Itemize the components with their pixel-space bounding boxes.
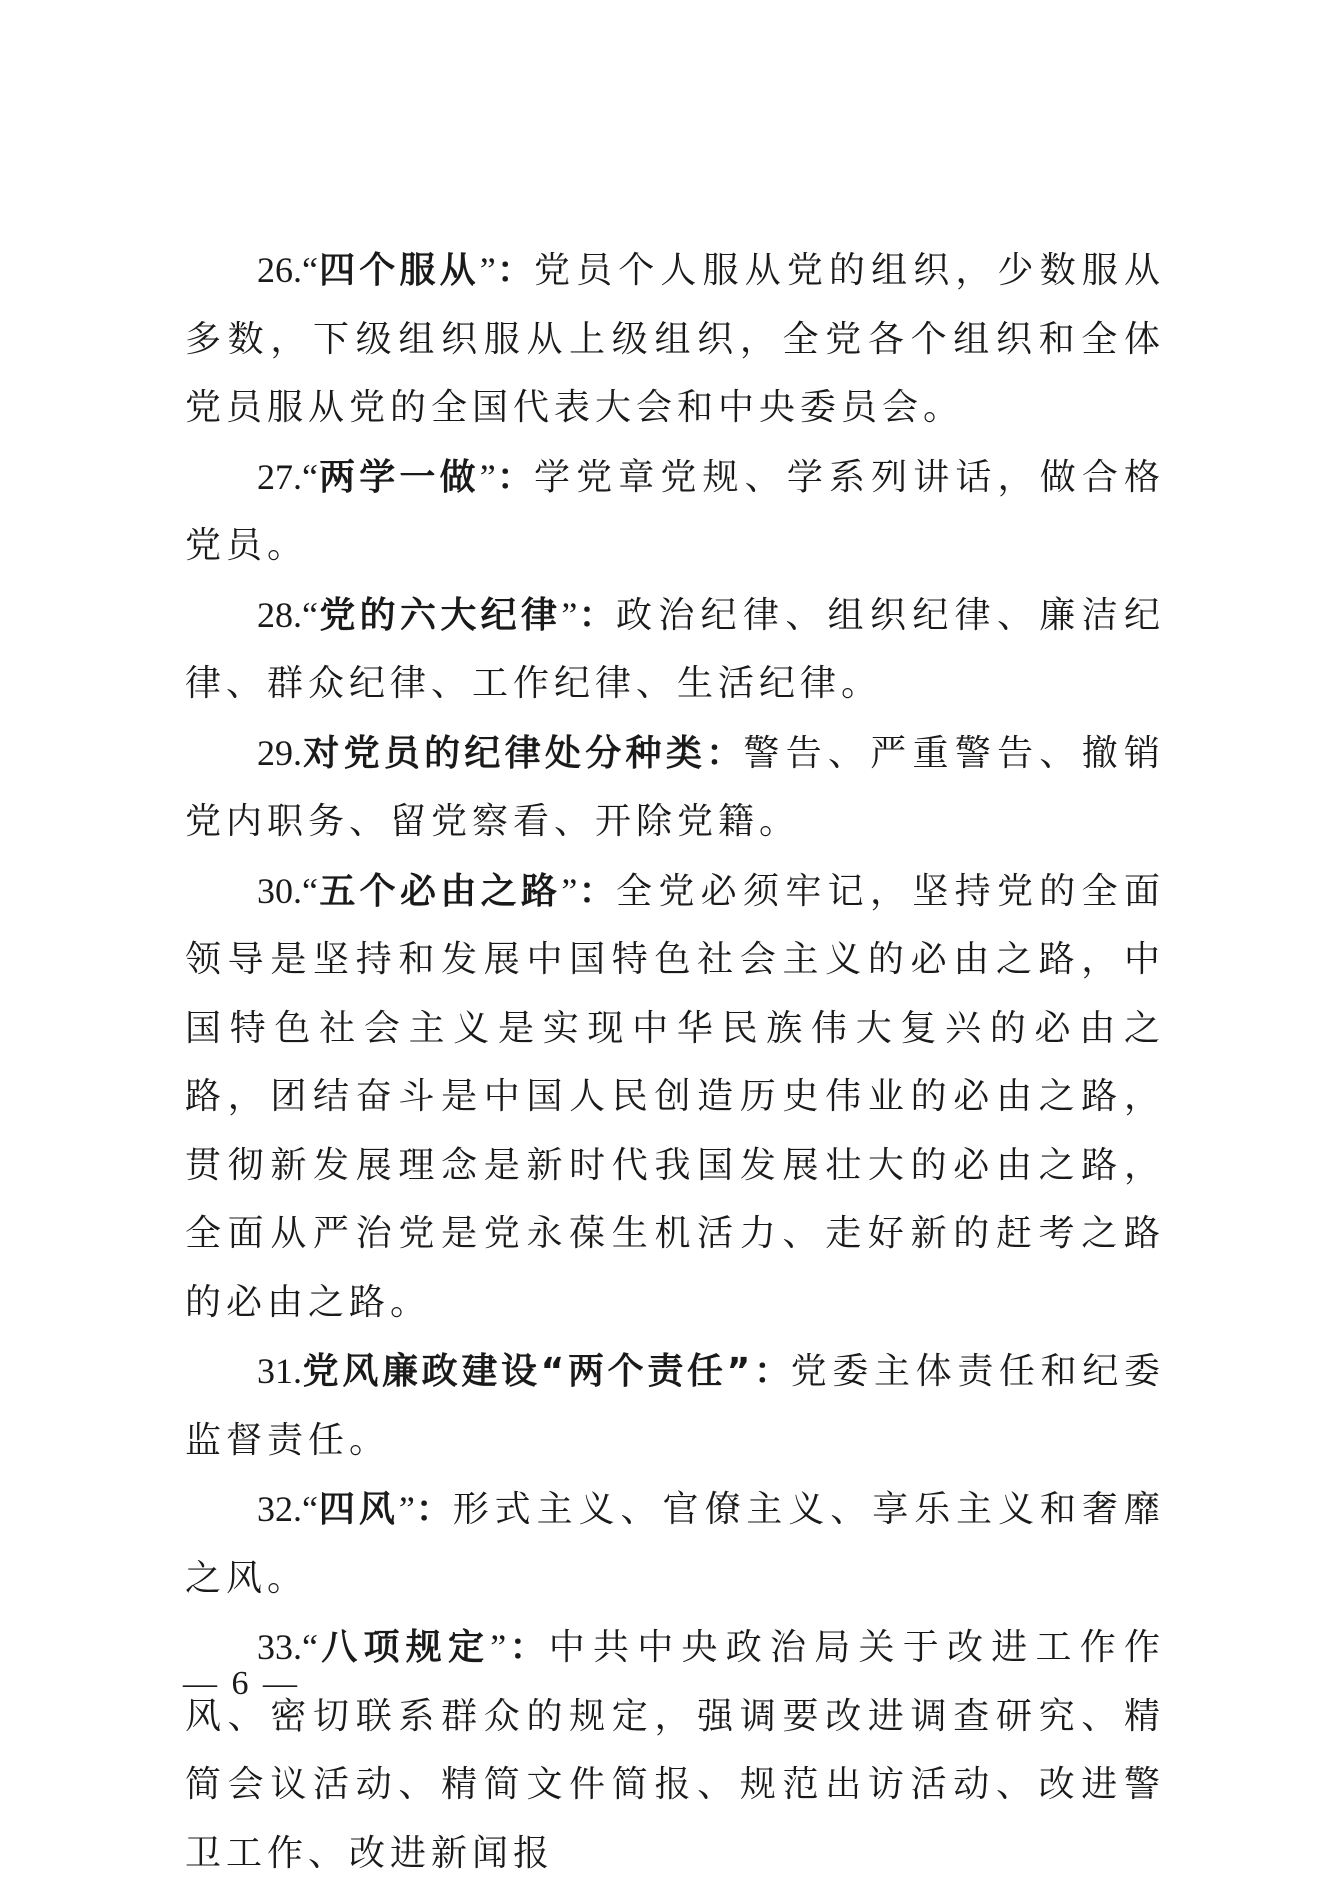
item-body: 党委主体责任和纪委监督责任。 <box>185 1351 1165 1461</box>
item-term: 党风廉政建设“两个责任” <box>302 1351 754 1392</box>
open-quote: “ <box>302 250 318 290</box>
item-number: 30. <box>257 870 302 911</box>
close-quote: ” <box>398 1489 415 1529</box>
item-colon: ： <box>506 1627 549 1668</box>
item-body: 学党章党规、学系列讲话，做合格党员。 <box>185 456 1165 566</box>
open-quote: “ <box>302 1627 318 1667</box>
item-29 <box>185 719 1165 857</box>
open-quote: “ <box>302 870 318 911</box>
item-colon: ： <box>753 1351 791 1392</box>
item-term: 五个必由之路 <box>317 870 562 912</box>
item-colon: ： <box>706 732 744 774</box>
close-quote: ” <box>561 870 578 911</box>
item-number: 27. <box>257 456 302 497</box>
item-33 <box>185 1613 1165 1888</box>
close-quote: ” <box>490 1627 507 1667</box>
item-term: 对党员的纪律处分种类 <box>302 732 707 774</box>
item-colon: ： <box>495 456 534 498</box>
close-quote: ” <box>479 250 496 290</box>
item-body: 警告、严重警告、撤销党内职务、留党察看、开除党籍。 <box>185 732 1165 842</box>
item-body: 党员个人服从党的组织，少数服从多数，下级组织服从上级组织，全党各个组织和全体党员服从党的全国代表大会和中央委员会。 <box>185 250 1165 428</box>
item-term: 四风 <box>317 1489 399 1530</box>
close-quote: ” <box>479 456 496 497</box>
item-number: 33. <box>257 1627 302 1667</box>
item-body: 形式主义、官僚主义、享乐主义和奢靡之风。 <box>185 1489 1165 1599</box>
item-number: 29. <box>257 732 302 773</box>
item-number: 28. <box>257 594 302 635</box>
item-27 <box>185 443 1165 581</box>
item-body: 政治纪律、组织纪律、廉洁纪律、群众纪律、工作纪律、生活纪律。 <box>185 594 1165 704</box>
item-28 <box>185 581 1165 719</box>
item-26 <box>185 236 1165 443</box>
close-quote: ” <box>561 594 578 635</box>
item-number: 26. <box>257 250 302 290</box>
item-colon: ： <box>495 250 534 291</box>
open-quote: “ <box>302 594 318 635</box>
page-number: — 6 — <box>183 1665 300 1702</box>
open-quote: “ <box>302 1489 318 1529</box>
item-number: 32. <box>257 1489 302 1529</box>
item-colon: ： <box>577 594 616 636</box>
item-30 <box>185 857 1165 1338</box>
item-number: 31. <box>257 1351 302 1391</box>
item-term: 四个服从 <box>317 250 480 291</box>
document-body <box>185 236 1165 1888</box>
item-term: 八项规定 <box>317 1627 491 1668</box>
item-term: 两学一做 <box>317 456 480 498</box>
open-quote: “ <box>302 456 318 497</box>
item-32 <box>185 1475 1165 1613</box>
item-term: 党的六大纪律 <box>317 594 562 636</box>
item-colon: ： <box>414 1489 453 1530</box>
item-body: 全党必须牢记，坚持党的全面领导是坚持和发展中国特色社会主义的必由之路，中国特色社会主义是实现中华民族伟大复兴的必由之路，团结奋斗是中国人民创造历史伟业的必由之路，贯彻新发展理念是新时代我国发展壮大的必由之路，全面从严治党是党永葆生机活力、走好新的赶考之路的必由之路。 <box>185 870 1165 1323</box>
item-body: 中共中央政治局关于改进工作作风、密切联系群众的规定，强调要改进调查研究、精简会议活动、精简文件简报、规范出访活动、改进警卫工作、改进新闻报 <box>185 1627 1165 1874</box>
item-colon: ： <box>577 870 616 912</box>
item-31 <box>185 1337 1165 1475</box>
